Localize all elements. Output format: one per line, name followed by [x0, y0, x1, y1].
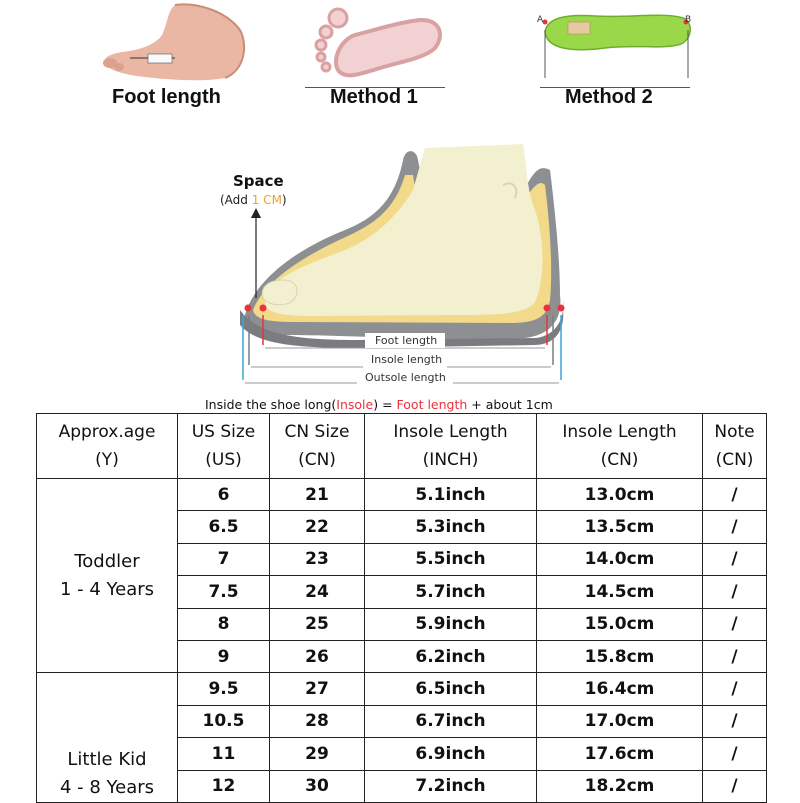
cell-us: 9.5 [178, 673, 270, 705]
cell-cn: 28 [270, 705, 365, 737]
outsole-length-label: Outsole length [365, 371, 446, 384]
cell-note: / [703, 770, 767, 802]
cell-note: / [703, 511, 767, 543]
footprint-icon [300, 0, 450, 85]
group-age-range: 1 - 4 Years [59, 578, 155, 600]
caption-foot-length: Foot length [112, 86, 221, 108]
cell-cn: 30 [270, 770, 365, 802]
cell-cn: 24 [270, 576, 365, 608]
group-toddler [37, 479, 178, 673]
cell-inch: 6.7inch [365, 705, 537, 737]
insole-mark-a: A [537, 15, 544, 25]
header-line: (CN) [298, 450, 336, 470]
cell-inch: 6.9inch [365, 738, 537, 770]
table-header-row [37, 414, 767, 479]
cell-us: 11 [178, 738, 270, 770]
cell-note: / [703, 576, 767, 608]
table-row [37, 479, 767, 511]
header-line: Insole Length [393, 422, 508, 442]
cell-inch: 5.7inch [365, 576, 537, 608]
cell-note: / [703, 479, 767, 511]
header-insole-cm [537, 414, 703, 479]
header-line: (INCH) [422, 450, 479, 470]
measurement-methods [0, 0, 800, 125]
cell-note: / [703, 673, 767, 705]
group-age-range: 4 - 8 Years [59, 776, 155, 798]
cell-cn: 29 [270, 738, 365, 770]
header-insole-inch [365, 414, 537, 479]
cell-inch: 5.1inch [365, 479, 537, 511]
cell-us: 6.5 [178, 511, 270, 543]
cell-note: / [703, 705, 767, 737]
formula-prefix: Inside the shoe long( [205, 397, 337, 412]
cell-us: 9 [178, 640, 270, 672]
header-line: Insole Length [562, 422, 677, 442]
cell-note: / [703, 543, 767, 575]
cell-cm: 17.6cm [537, 738, 703, 770]
cell-us: 8 [178, 608, 270, 640]
insole-icon [535, 0, 700, 85]
header-line: (CN) [715, 450, 754, 470]
header-line: (CN) [600, 450, 639, 470]
table-header [37, 414, 767, 479]
cell-inch: 6.2inch [365, 640, 537, 672]
cell-cm: 16.4cm [537, 673, 703, 705]
formula-mid: ) = [373, 397, 397, 412]
cell-note: / [703, 738, 767, 770]
add-suffix: ) [281, 193, 287, 207]
cell-inch: 5.9inch [365, 608, 537, 640]
foot-length-label: Foot length [375, 334, 438, 347]
method-1 [300, 0, 450, 120]
insole-mark-b: B [685, 15, 692, 25]
cell-us: 10.5 [178, 705, 270, 737]
header-approx-age [37, 414, 178, 479]
cell-cm: 18.2cm [537, 770, 703, 802]
insole-length-label: Insole length [371, 353, 443, 366]
shoe-cross-section [95, 130, 720, 415]
cell-cn: 26 [270, 640, 365, 672]
cell-inch: 5.5inch [365, 543, 537, 575]
cell-cn: 22 [270, 511, 365, 543]
add-label [220, 193, 287, 207]
shoe-size-diagram [95, 130, 720, 415]
group-little-kid [37, 673, 178, 803]
header-line: (Y) [95, 450, 119, 470]
header-line: Approx.age [58, 422, 156, 442]
cell-cm: 13.5cm [537, 511, 703, 543]
space-label: Space [233, 172, 284, 190]
method-2 [535, 0, 700, 120]
cell-cm: 17.0cm [537, 705, 703, 737]
cell-cn: 27 [270, 673, 365, 705]
table-row [37, 673, 767, 705]
cell-us: 7 [178, 543, 270, 575]
header-line: US Size [191, 422, 256, 442]
cell-cm: 14.0cm [537, 543, 703, 575]
add-prefix: (Add [220, 193, 252, 207]
cell-cn: 21 [270, 479, 365, 511]
cell-cn: 25 [270, 608, 365, 640]
size-chart-table [36, 413, 767, 803]
cell-note: / [703, 608, 767, 640]
method-foot-length [100, 0, 250, 120]
cell-note: / [703, 640, 767, 672]
formula-foot: Foot length [396, 397, 468, 412]
header-line: CN Size [284, 422, 350, 442]
formula [205, 397, 553, 412]
cell-cm: 15.0cm [537, 608, 703, 640]
formula-insole: Insole [336, 397, 374, 412]
cell-cn: 23 [270, 543, 365, 575]
header-cn-size [270, 414, 365, 479]
caption-method-2: Method 2 [565, 86, 653, 108]
add-value: 1 CM [251, 193, 282, 207]
header-line: Note [714, 422, 755, 442]
cell-us: 6 [178, 479, 270, 511]
group-label: Toddler [74, 550, 140, 572]
caption-method-1: Method 1 [330, 86, 418, 108]
cell-inch: 5.3inch [365, 511, 537, 543]
cell-us: 7.5 [178, 576, 270, 608]
cell-us: 12 [178, 770, 270, 802]
cell-inch: 6.5inch [365, 673, 537, 705]
cell-cm: 13.0cm [537, 479, 703, 511]
table-body [37, 479, 767, 803]
header-line: (US) [205, 450, 242, 470]
group-label: Little Kid [67, 748, 147, 770]
formula-suffix: + about 1cm [467, 397, 553, 412]
cell-cm: 14.5cm [537, 576, 703, 608]
header-note [703, 414, 767, 479]
header-us-size [178, 414, 270, 479]
foot-photo-icon [100, 0, 250, 85]
cell-cm: 15.8cm [537, 640, 703, 672]
cell-inch: 7.2inch [365, 770, 537, 802]
